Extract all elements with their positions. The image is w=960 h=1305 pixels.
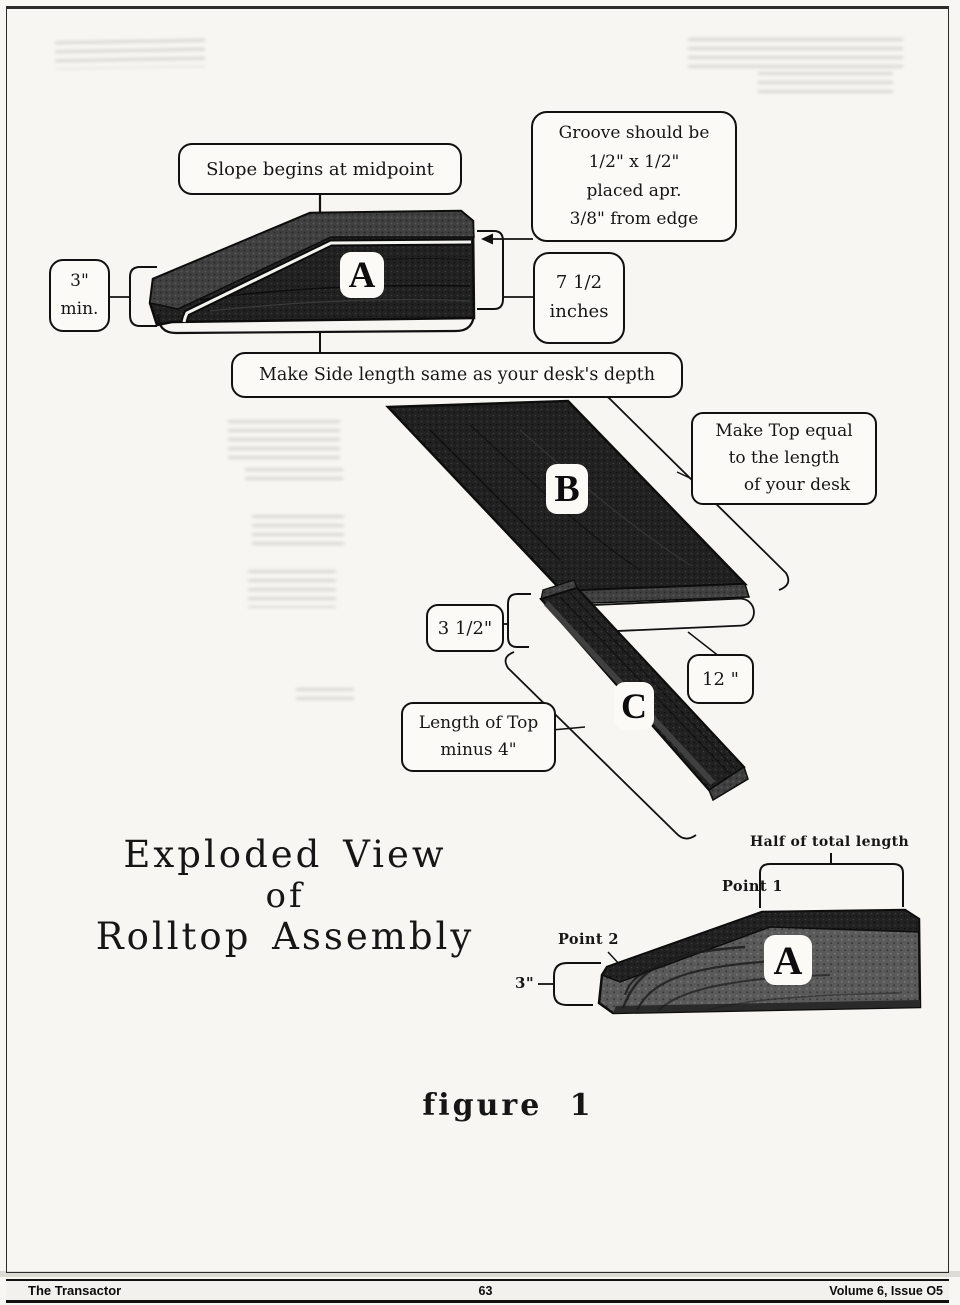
callout-side-length [231, 352, 683, 398]
callout-top-length [691, 412, 877, 505]
label-point1 [722, 878, 783, 895]
part-label-c [614, 682, 654, 730]
part-label-b [546, 464, 588, 514]
label-half-length-text: Half of total length [750, 834, 910, 850]
callout-strip-length-line2: minus 4" [440, 740, 517, 760]
callout-top-depth [687, 654, 754, 704]
part-label-c-text: C [621, 686, 647, 726]
label-point2-text: Point 2 [558, 931, 619, 948]
footer-bar [6, 1279, 949, 1303]
figure-title-line2 [85, 876, 485, 916]
callout-min-height-line2: min. [60, 298, 99, 319]
callout-side-length-text: Make Side length same as your desk's depth [259, 364, 655, 385]
part-label-a-text: A [348, 254, 376, 296]
callout-top-depth-text: 12 " [702, 668, 739, 690]
figure-title-line3-text: Rolltop Assembly [95, 915, 475, 958]
callout-groove [531, 111, 737, 242]
callout-min-height-line1: 3" [70, 271, 89, 292]
callout-strip-width-text: 3 1/2" [437, 617, 493, 639]
callout-side-height-line2: inches [549, 301, 609, 322]
callout-top-length-line3: of your desk [743, 475, 851, 496]
callout-top-length-line2: to the length [728, 447, 840, 468]
part-label-a-detail-text: A [773, 937, 803, 983]
callout-slope [178, 143, 462, 195]
piece-a-detail [599, 910, 920, 1013]
figure-title-line3 [85, 915, 485, 958]
tip-height-bracket [554, 963, 601, 1005]
callout-groove-line2: 1/2" x 1/2" [588, 151, 680, 172]
callout-groove-line1: Groove should be [558, 122, 710, 143]
figure-caption [398, 1088, 618, 1123]
figure-caption-text: figure 1 [422, 1088, 594, 1123]
label-point2 [558, 931, 619, 948]
label-point1-text: Point 1 [722, 878, 783, 895]
footer-page-number: 63 [478, 1283, 493, 1298]
callout-side-height-line1: 7 1/2 [555, 272, 603, 294]
figure-title-line2-text: of [265, 876, 305, 916]
callout-min-height [49, 259, 110, 332]
callout-strip-length-line1: Length of Top [418, 712, 539, 733]
figure-title-line1-text: Exploded View [123, 833, 447, 876]
footer-issue: Volume 6, Issue O5 [829, 1283, 943, 1298]
label-tip-height-text: 3" [515, 974, 535, 992]
part-label-a-detail [764, 935, 812, 985]
footer-magazine: The Transactor [28, 1283, 122, 1298]
part-label-a [340, 252, 384, 298]
callout-side-height [533, 252, 625, 344]
label-tip-height [515, 974, 534, 992]
label-half-length [750, 834, 908, 850]
callout-strip-width [426, 604, 504, 652]
callout-strip-length [401, 702, 556, 772]
callout-groove-line3: placed apr. [586, 180, 682, 201]
part-label-b-text: B [554, 468, 580, 510]
callout-top-length-line1: Make Top equal [715, 420, 853, 441]
groove-arrow [481, 234, 533, 245]
callout-groove-line4: 3/8" from edge [569, 209, 699, 230]
callout-slope-text: Slope begins at midpoint [206, 158, 434, 180]
piece-a-side [150, 211, 474, 325]
strip-width-bracket [508, 594, 531, 647]
figure-title-line1 [85, 833, 485, 876]
